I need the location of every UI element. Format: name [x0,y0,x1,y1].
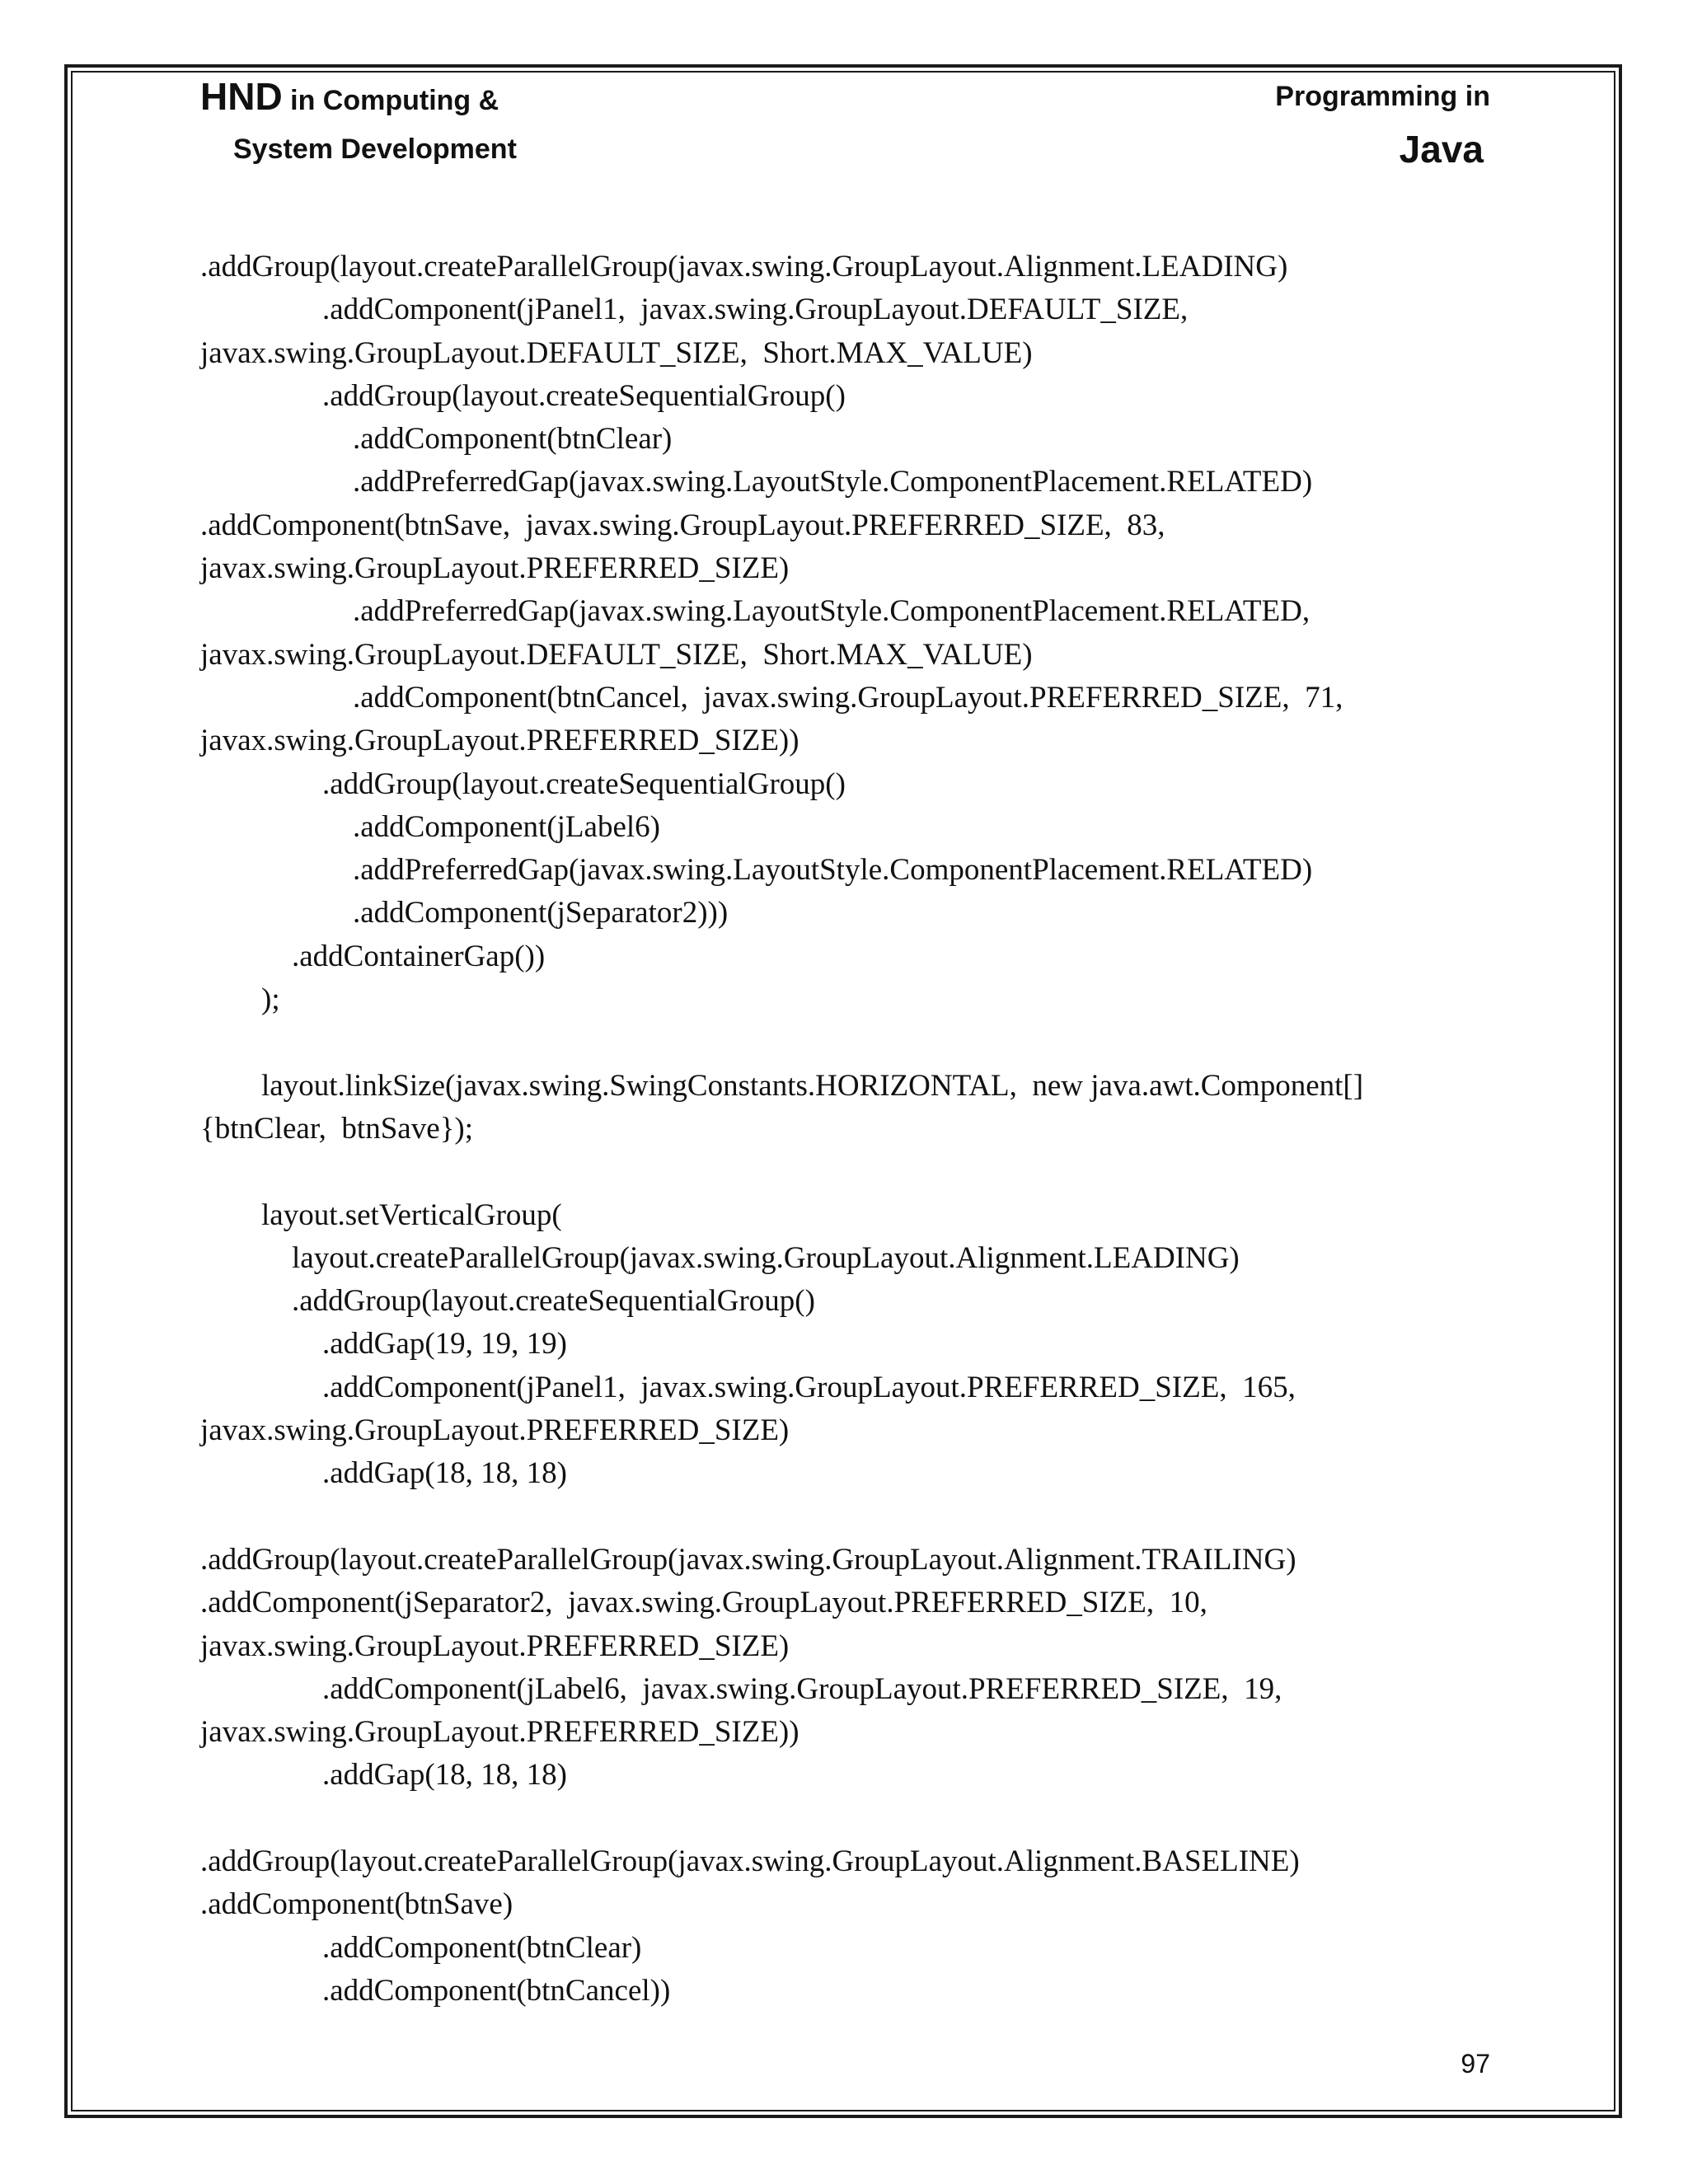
page-number: 97 [1461,2049,1490,2079]
code-line: javax.swing.GroupLayout.DEFAULT_SIZE, Short.MAX_VALUE) [200,335,1033,370]
code-line: .addPreferredGap(javax.swing.LayoutStyle.ComponentPlacement.RELATED, [200,594,1311,629]
code-line: .addContainerGap()) [200,939,546,973]
code-line [200,1151,1486,1193]
code-line: .addComponent(btnCancel)) [200,1973,671,2008]
header-course-line2: System Development [233,134,517,165]
code-line: ); [200,982,280,1017]
code-line: .addPreferredGap(javax.swing.LayoutStyle.ComponentPlacement.RELATED) [200,853,1313,888]
code-line: javax.swing.GroupLayout.PREFERRED_SIZE) [200,1629,790,1663]
code-line: .addGroup(layout.createParallelGroup(javax.swing.GroupLayout.Alignment.BASELINE) [200,1844,1300,1878]
code-line: javax.swing.GroupLayout.DEFAULT_SIZE, Short.MAX_VALUE) [200,637,1033,672]
code-line: .addComponent(jSeparator2))) [200,896,729,930]
code-line: .addComponent(btnSave, javax.swing.GroupLayout.PREFERRED_SIZE, 83, [200,508,1165,542]
code-line: .addGap(18, 18, 18) [200,1456,567,1491]
header-subject-line2: Java [1399,128,1484,171]
code-line: .addPreferredGap(javax.swing.LayoutStyle.ComponentPlacement.RELATED) [200,465,1313,499]
code-line: {btnClear, btnSave}); [200,1111,473,1146]
code-line: .addComponent(btnClear) [200,1930,642,1965]
code-line: .addComponent(btnClear) [200,422,673,457]
code-line: javax.swing.GroupLayout.PREFERRED_SIZE) [200,1413,790,1448]
code-line [200,1797,1486,1840]
code-listing [200,246,1486,2013]
code-line: javax.swing.GroupLayout.PREFERRED_SIZE) [200,551,790,586]
code-line: .addGap(19, 19, 19) [200,1327,567,1361]
code-line: .addComponent(jLabel6) [200,809,660,844]
code-line [200,1496,1486,1539]
code-line: javax.swing.GroupLayout.PREFERRED_SIZE)) [200,1715,799,1750]
code-line: layout.setVerticalGroup( [200,1197,562,1232]
code-line: javax.swing.GroupLayout.PREFERRED_SIZE)) [200,724,799,758]
code-line: .addComponent(btnSave) [200,1887,513,1922]
code-line: .addGroup(layout.createParallelGroup(javax.swing.GroupLayout.Alignment.LEADING) [200,250,1288,284]
code-line: .addComponent(jSeparator2, javax.swing.GroupLayout.PREFERRED_SIZE, 10, [200,1586,1207,1620]
code-line: layout.createParallelGroup(javax.swing.GroupLayout.Alignment.LEADING) [200,1240,1240,1275]
code-line: .addGroup(layout.createParallelGroup(javax.swing.GroupLayout.Alignment.TRAILING) [200,1542,1296,1577]
header-hnd: HND [200,75,283,118]
code-line: .addComponent(jLabel6, javax.swing.GroupLayout.PREFERRED_SIZE, 19, [200,1671,1282,1706]
code-line: .addComponent(jPanel1, javax.swing.GroupLayout.PREFERRED_SIZE, 165, [200,1370,1296,1404]
code-line: .addComponent(btnCancel, javax.swing.GroupLayout.PREFERRED_SIZE, 71, [200,680,1343,715]
code-line [200,1021,1486,1064]
code-line: .addGroup(layout.createSequentialGroup() [200,766,846,801]
code-line: .addGroup(layout.createSequentialGroup() [200,378,846,413]
code-line: layout.linkSize(javax.swing.SwingConstants.HORIZONTAL, new java.awt.Component[] [200,1068,1364,1103]
code-line: .addGroup(layout.createSequentialGroup() [200,1284,815,1319]
header-subject-line1: Programming in [1275,81,1490,112]
header-course-line1 [200,74,499,119]
code-line: .addGap(18, 18, 18) [200,1758,567,1793]
code-line: .addComponent(jPanel1, javax.swing.GroupLayout.DEFAULT_SIZE, [200,293,1189,327]
header-in-computing: in Computing & [282,85,499,116]
